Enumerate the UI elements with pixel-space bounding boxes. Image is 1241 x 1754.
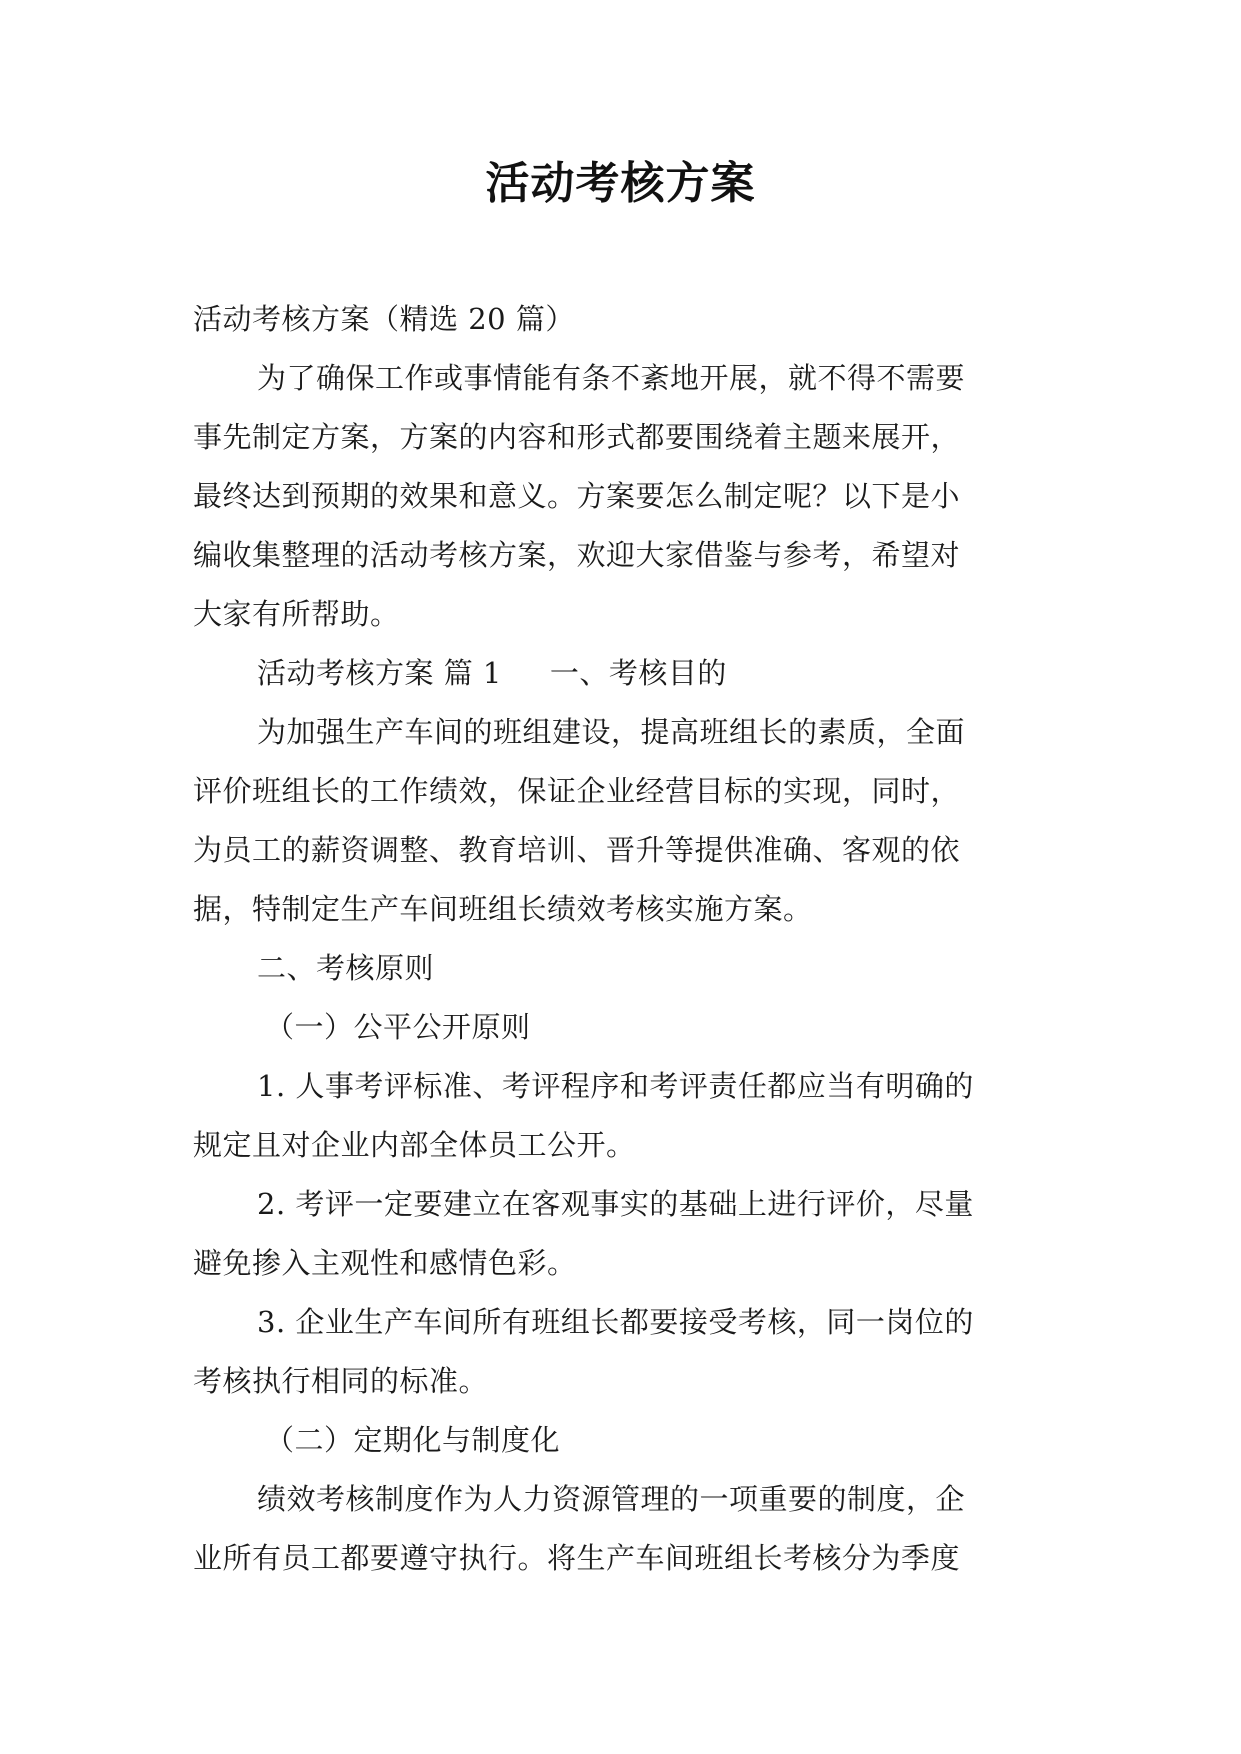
- intro-line: 最终达到预期的效果和意义。方案要怎么制定呢？以下是小: [193, 479, 961, 513]
- purpose-line: 为员工的薪资调整、教育培训、晋升等提供准确、客观的依: [193, 833, 961, 867]
- final-paragraph-line: 绩效考核制度作为人力资源管理的一项重要的制度，企: [257, 1482, 966, 1516]
- item-2-line: 2. 考评一定要建立在客观事实的基础上进行评价，尽量: [257, 1187, 974, 1221]
- item-1-line: 1. 人事考评标准、考评程序和考评责任都应当有明确的: [257, 1069, 974, 1103]
- intro-line: 事先制定方案，方案的内容和形式都要围绕着主题来展开，: [193, 420, 961, 454]
- document-title: 活动考核方案: [485, 158, 756, 209]
- intro-line: 编收集整理的活动考核方案，欢迎大家借鉴与参考，希望对: [193, 538, 961, 572]
- document-subtitle: 活动考核方案（精选 20 篇）: [193, 302, 575, 336]
- intro-line: 大家有所帮助。: [193, 597, 400, 631]
- intro-line: 为了确保工作或事情能有条不紊地开展，就不得不需要: [257, 361, 966, 395]
- item-3-line: 考核执行相同的标准。: [193, 1364, 489, 1398]
- final-paragraph-line: 业所有员工都要遵守执行。将生产车间班组长考核分为季度: [193, 1541, 961, 1575]
- purpose-line: 评价班组长的工作绩效，保证企业经营目标的实现，同时，: [193, 774, 961, 808]
- item-1-line: 规定且对企业内部全体员工公开。: [193, 1128, 636, 1162]
- item-2-line: 避免掺入主观性和感情色彩。: [193, 1246, 577, 1280]
- principle-2-heading: （二）定期化与制度化: [265, 1423, 561, 1457]
- principle-1-heading: （一）公平公开原则: [265, 1010, 531, 1044]
- item-3-line: 3. 企业生产车间所有班组长都要接受考核，同一岗位的: [257, 1305, 974, 1339]
- document-body: [193, 290, 1063, 1588]
- principles-heading: 二、考核原则: [257, 951, 435, 985]
- section-1-heading-row: [193, 644, 1063, 703]
- purpose-line: 为加强生产车间的班组建设，提高班组长的素质，全面: [257, 715, 966, 749]
- purpose-line: 据，特制定生产车间班组长绩效考核实施方案。: [193, 892, 813, 926]
- purpose-heading: 一、考核目的: [549, 656, 727, 690]
- section-1-heading: 活动考核方案 篇 1: [257, 656, 502, 690]
